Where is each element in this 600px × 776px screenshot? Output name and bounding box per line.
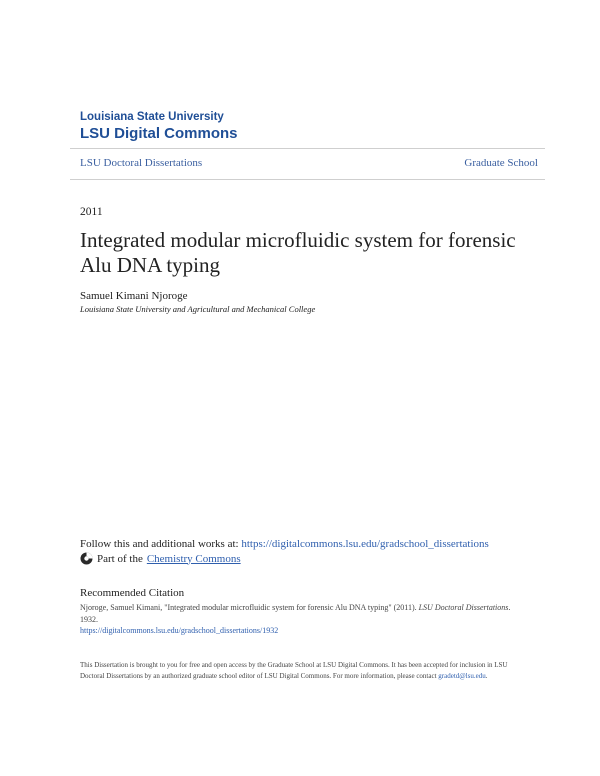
citation-tail: .	[508, 603, 511, 612]
citation-text	[80, 602, 520, 625]
citation-heading: Recommended Citation	[80, 587, 185, 599]
access-notice-end: .	[485, 672, 488, 680]
document-title: Integrated modular microfluidic system for forensic Alu DNA typing	[80, 228, 516, 277]
follow-prefix: Follow this and additional works at:	[80, 538, 242, 550]
citation-main: Njoroge, Samuel Kimani, "Integrated modular microfluidic system for forensic Alu DNA typing" (2011).	[80, 603, 419, 612]
school-link[interactable]: Graduate School	[464, 157, 538, 169]
access-notice	[80, 660, 530, 682]
part-of-prefix: Part of the	[97, 552, 143, 565]
repository-name[interactable]: LSU Digital Commons	[80, 125, 238, 142]
part-of-line	[80, 552, 241, 565]
author-name: Samuel Kimani Njoroge	[80, 290, 188, 302]
access-notice-text: This Dissertation is brought to you for free and open access by the Graduate School at LSU Digital Commons. It has been accepted for inclusion in LSU Doctoral Dissertations by an authorized graduate school editor of LSU Digital Commons. For more information, please contact	[80, 661, 508, 680]
network-icon	[80, 552, 93, 565]
institution-name[interactable]: Louisiana State University	[80, 111, 224, 123]
follow-url-link[interactable]: https://digitalcommons.lsu.edu/gradschool_dissertations	[241, 538, 489, 550]
publication-year: 2011	[80, 206, 103, 218]
follow-line	[80, 538, 489, 550]
citation-series: LSU Doctoral Dissertations	[418, 603, 509, 612]
collection-link[interactable]: LSU Doctoral Dissertations	[80, 157, 203, 169]
citation-url-link[interactable]: https://digitalcommons.lsu.edu/gradschool_dissertations/1932	[80, 626, 279, 635]
citation-number: 1932.	[80, 614, 98, 624]
chemistry-commons-link[interactable]: Chemistry Commons	[146, 552, 241, 565]
top-divider	[70, 148, 545, 149]
bottom-divider	[70, 179, 545, 180]
institution-header	[80, 110, 238, 143]
author-affiliation: Louisiana State University and Agricultural and Mechanical College	[80, 304, 316, 314]
contact-email-link[interactable]: gradetd@lsu.edu	[438, 672, 486, 680]
